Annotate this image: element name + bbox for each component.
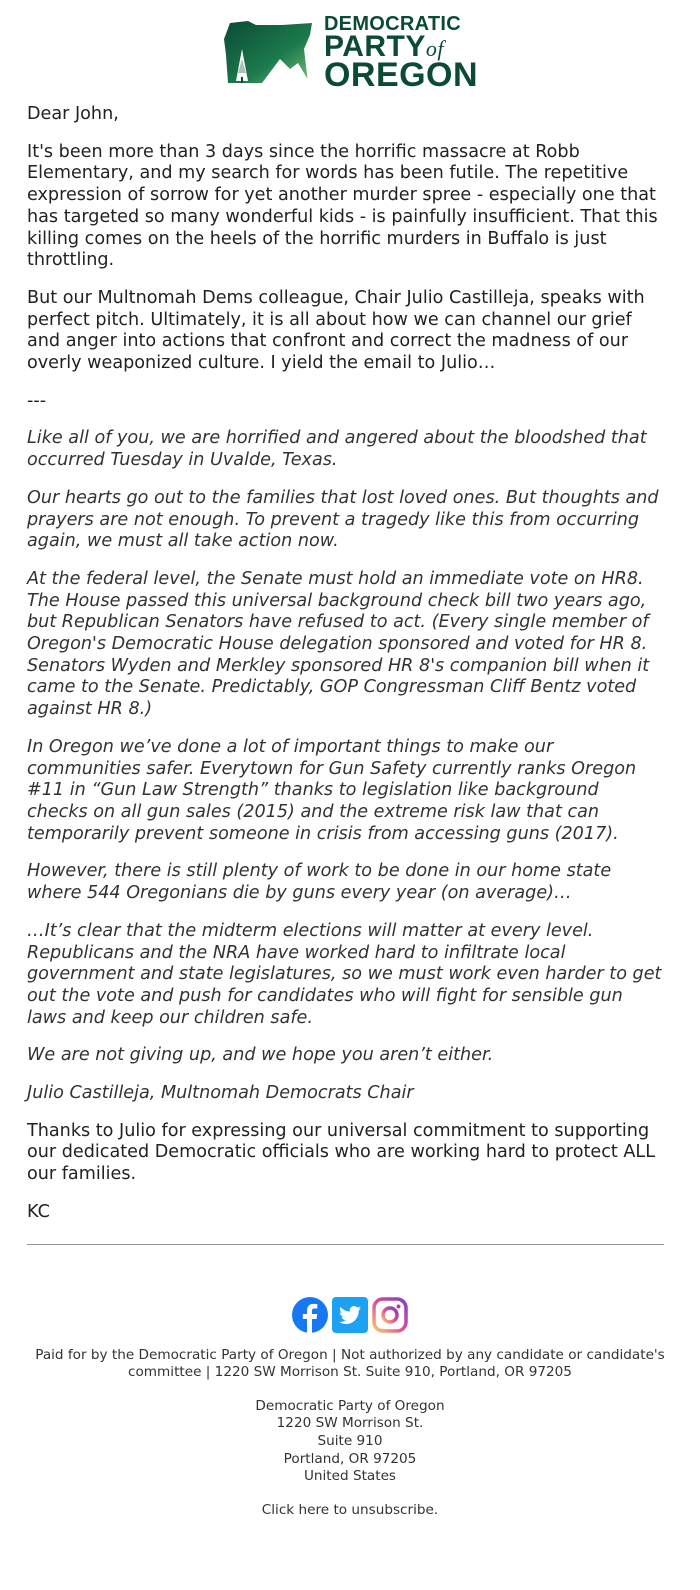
logo-wordmark: [323, 13, 479, 95]
address-city: Portland, OR 97205: [283, 1450, 417, 1467]
address-org: Democratic Party of Oregon: [255, 1397, 445, 1414]
signoff: KC: [27, 1201, 50, 1222]
quote-paragraph-4: In Oregon we’ve done a lot of important things to make our communities safer. Everytown for Gun Safety currently ranks Oregon #11 in “Gun Law Strength” thanks to legislation like background checks on all gun sales (2015) and the extreme risk law that can temporarily prevent someone in crisis from accessing guns (2017).: [27, 736, 637, 844]
section-divider: ---: [27, 390, 47, 411]
address-street: 1220 SW Morrison St.: [276, 1415, 424, 1432]
paragraph-thanks: Thanks to Julio for expressing our universal commitment to supporting our dedicated Democratic officials who are working hard to protect ALL our families.: [27, 1120, 655, 1185]
paragraph-julio-intro: But our Multnomah Dems colleague, Chair Julio Castilleja, speaks with perfect pitch. Ultimately, it is all about how we can channel our grief and anger into actions that confront and correct the madness of our overly weaponized culture. I yield the email to Julio…: [27, 287, 645, 374]
footer-divider: [27, 1244, 664, 1245]
letter-content: [0, 104, 700, 1224]
address-country: United States: [303, 1468, 397, 1485]
greeting: Dear John,: [27, 104, 119, 124]
logo-line-oregon: OREGON: [323, 56, 479, 95]
logo-party: PARTY: [323, 30, 426, 64]
postal-address: [0, 1398, 700, 1486]
paid-for-disclaimer: Paid for by the Democratic Party of Oregon | Not authorized by any candidate or candidate's committee | 1220 SW Morrison St. Suite 910, Portland, OR 97205: [35, 1346, 665, 1381]
quote-paragraph-5: However, there is still plenty of work to be done in our home state where 544 Oregonians die by guns every year (on average)…: [27, 861, 612, 904]
facebook-icon[interactable]: [292, 1297, 328, 1333]
instagram-icon[interactable]: [372, 1297, 408, 1333]
social-links: [0, 1297, 700, 1333]
quote-paragraph-2: Our hearts go out to the families that lost loved ones. But thoughts and prayers are not enough. To prevent a tragedy like this from occurring again, we must all take action now.: [27, 487, 659, 552]
oregon-map-icon: [222, 19, 318, 87]
quote-signature: Julio Castilleja, Multnomah Democrats Chair: [27, 1083, 414, 1104]
logo-line-democratic: DEMOCRATIC: [323, 13, 461, 36]
quote-paragraph-1: Like all of you, we are horrified and angered about the bloodshed that occurred Tuesday in Uvalde, Texas.: [27, 428, 647, 471]
quote-paragraph-6: …It’s clear that the midterm elections will matter at every level. Republicans and the NRA have worked hard to infiltrate local government and state legislatures, so we must work even harder to get out the vote and push for candidates who will fight for sensible gun laws and keep our children safe.: [27, 920, 662, 1028]
dpo-logo[interactable]: [0, 0, 700, 95]
twitter-icon[interactable]: [332, 1297, 368, 1333]
unsubscribe-link[interactable]: Click here to unsubscribe.: [261, 1501, 439, 1518]
logo-of: of: [425, 36, 445, 62]
quote-paragraph-3: At the federal level, the Senate must hold an immediate vote on HR8. The House passed this universal background check bill two years ago, but Republican Senators have refused to act. (Every single member of Oregon's Democratic House delegation sponsored and voted for HR 8. Senators Wyden and Merkley sponsored HR 8's companion bill when it came to the Senate. Predictably, GOP Congressman Cliff Bentz voted against HR 8.): [27, 568, 650, 720]
quote-paragraph-7: We are not giving up, and we hope you aren’t either.: [27, 1045, 494, 1066]
footer: [0, 1347, 700, 1520]
address-suite: Suite 910: [317, 1432, 383, 1449]
paragraph-intro: It's been more than 3 days since the horrific massacre at Robb Elementary, and my search for words has been futile. The repetitive expression of sorrow for yet another murder spree - especially one that has targeted so many wonderful kids - is painfully insufficient. That this killing comes on the heels of the horrific murders in Buffalo is just throttling.: [27, 141, 658, 271]
